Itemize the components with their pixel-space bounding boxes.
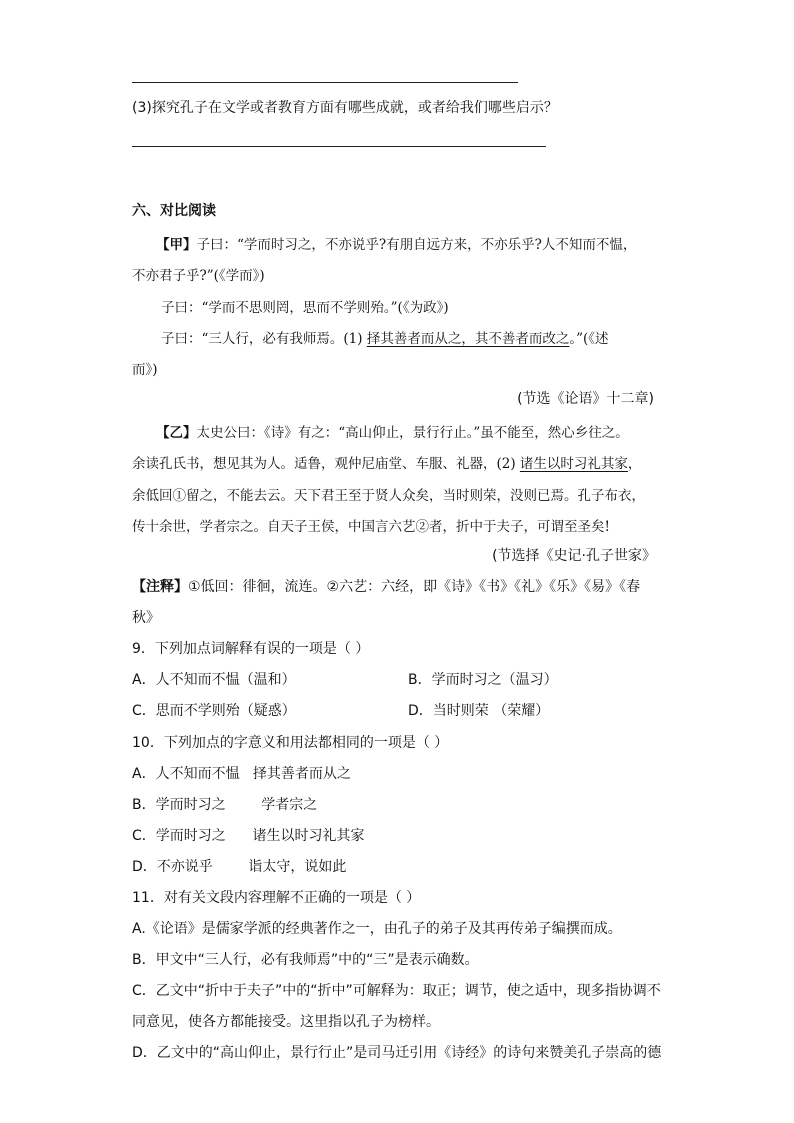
passage-jia-text-4b: 。”(《述 [569,331,609,347]
passage-jia-line-3: 子曰：“学而不思则罔，思而不学则殆。”(《为政》) [161,300,449,316]
passage-yi-text-2a: 余读孔氏书，想见其为人。适鲁，观仲尼庙堂、车服、礼器，(2) [132,456,520,472]
passage-jia-tag: 【甲】 [156,237,197,253]
passage-yi-line-1 [156,421,629,441]
question-10-option-c[interactable]: C．学而时习之 诸生以时习礼其家 [132,828,365,844]
answer-line-1 [132,82,518,83]
question-9-stem: 9．下列加点词解释有误的一项是（ ） [132,641,370,657]
section-title: 六、对比阅读 [132,203,216,219]
question-11-option-a[interactable]: A.《论语》是儒家学派的经典著作之一，由孔子的弟子及其再传弟子编撰而成。 [132,921,622,937]
question-9-option-a[interactable]: A．人不知而不愠（温和） [132,672,296,688]
passage-yi-line-4: 传十余世，学者宗之。自天子王侯，中国言六艺②者，折中于夫子，可谓至圣矣! [132,519,610,535]
note-label: 【注释】 [132,579,188,595]
answer-line-2 [132,146,546,147]
passage-jia-source: (节选《论语》十二章) [517,391,654,407]
passage-jia-line-1 [156,233,636,253]
question-10-option-a[interactable]: A．人不知而不愠 择其善者而从之 [132,766,351,782]
note-line-1 [132,577,640,597]
passage-jia-line-4 [161,327,609,347]
passage-jia-line-5: 而》) [132,362,158,378]
passage-jia-text-4a: 子曰：“三人行，必有我师焉。(1) [161,331,367,347]
passage-jia-line-2: 不亦君子乎?”(《学而》) [132,268,265,284]
question-11-option-b[interactable]: B．甲文中“三人行，必有我师焉”中的“三”是表示确数。 [132,952,479,968]
question-11-option-c-line-1[interactable]: C．乙文中“折中于夫子”中的“折中”可解释为：取正；调节，使之适中，现多指协调不 [132,983,661,999]
question-10-stem: 10．下列加点的字意义和用法都相同的一项是（ ） [132,735,449,751]
passage-jia-underlined-sentence: 择其善者而从之，其不善者而改之 [366,331,570,347]
passage-yi-source: (节选择《史记·孔子世家》 [492,548,656,564]
question-9-option-c[interactable]: C．思而不学则殆（疑惑） [132,703,296,719]
passage-yi-text-1: 太史公曰：《诗》有之：“高山仰止，景行行止。”虽不能至，然心乡往之。 [196,425,629,441]
passage-yi-text-2b: ， [627,456,642,472]
passage-yi-line-3: 余低回①留之，不能去云。天下君王至于贤人众矣，当时则荣，没则已焉。孔子布衣， [132,488,645,504]
question-11-option-d[interactable]: D．乙文中的“高山仰止，景行行止”是司马迁引用《诗经》的诗句来赞美孔子崇高的德 [132,1045,662,1061]
passage-jia-text-1: 子曰：“学而时习之，不亦说乎?有朋自远方来，不亦乐乎?人不知而不愠， [196,237,637,253]
question-9-option-b[interactable]: B．学而时习之（温习） [408,672,558,688]
question-9-option-d[interactable]: D．当时则荣 （荣耀） [408,703,550,719]
question-10-option-b[interactable]: B．学而时习之 学者宗之 [132,797,318,813]
question-11-stem: 11．对有关文段内容理解不正确的一项是（ ） [132,890,421,906]
passage-yi-line-2 [132,452,641,472]
question-10-option-d[interactable]: D．不亦说乎 诣太守，说如此 [132,859,347,875]
passage-yi-tag: 【乙】 [156,425,197,441]
note-text-1: ①低回：徘徊，流连。②六艺：六经，即《诗》《书》《礼》《乐》《易》《春 [188,579,641,595]
question-3: (3)探究孔子在文学或者教育方面有哪些成就，或者给我们哪些启示？ [132,100,558,116]
note-line-2: 秋》 [132,610,160,626]
question-11-option-c-line-2[interactable]: 同意见，使各方都能接受。这里指以孔子为榜样。 [132,1014,440,1030]
passage-yi-underlined-sentence: 诸生以时习礼其家 [519,456,628,472]
